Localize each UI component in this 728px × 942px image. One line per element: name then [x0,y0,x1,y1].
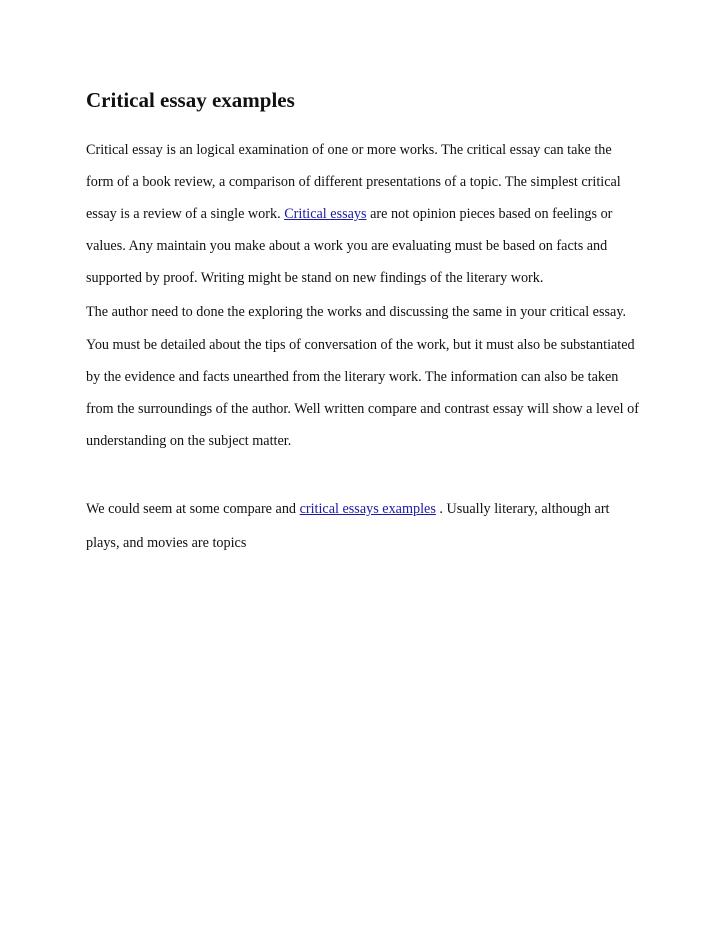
paragraph-2-line-4: from the surroundings of the author. Well written compare and contrast essay will show a level of [86,401,639,417]
paragraph-3-line-2: plays, and movies are topics [86,535,247,551]
paragraph-1-line-3-start: essay is a review of a single work. [86,206,285,222]
paragraph-1-line-1: Critical essay is an logical examination of one or more works. The critical essay can take the [86,142,612,158]
paragraph-3-line-1-start: We could seem at some compare and [86,501,300,517]
paragraph-2-line-2: You must be detailed about the tips of conversation of the work, but it must also be substantiated [86,337,635,353]
critical-essays-examples-link[interactable]: critical essays examples [299,501,436,517]
paragraph-3-line-1 [86,500,610,518]
paragraph-2-line-3: by the evidence and facts unearthed from the literary work. The information can also be taken [86,369,619,385]
paragraph-2-line-1: The author need to done the exploring the works and discussing the same in your critical essay. [86,304,627,320]
paragraph-2-line-5: understanding on the subject matter. [86,433,292,449]
paragraph-3-line-1-end: . Usually literary, although art [435,501,610,517]
paragraph-1-line-3-end: are not opinion pieces based on feelings or [366,206,613,222]
paragraph-1-line-5: supported by proof. Writing might be stand on new findings of the literary work. [86,270,544,286]
paragraph-1-line-3 [86,205,612,223]
critical-essays-link[interactable]: Critical essays [284,206,367,222]
paragraph-1-line-2: form of a book review, a comparison of different presentations of a topic. The simplest critical [86,174,621,190]
page-title: Critical essay examples [86,88,295,112]
paragraph-1-line-4: values. Any maintain you make about a work you are evaluating must be based on facts and [86,238,608,254]
